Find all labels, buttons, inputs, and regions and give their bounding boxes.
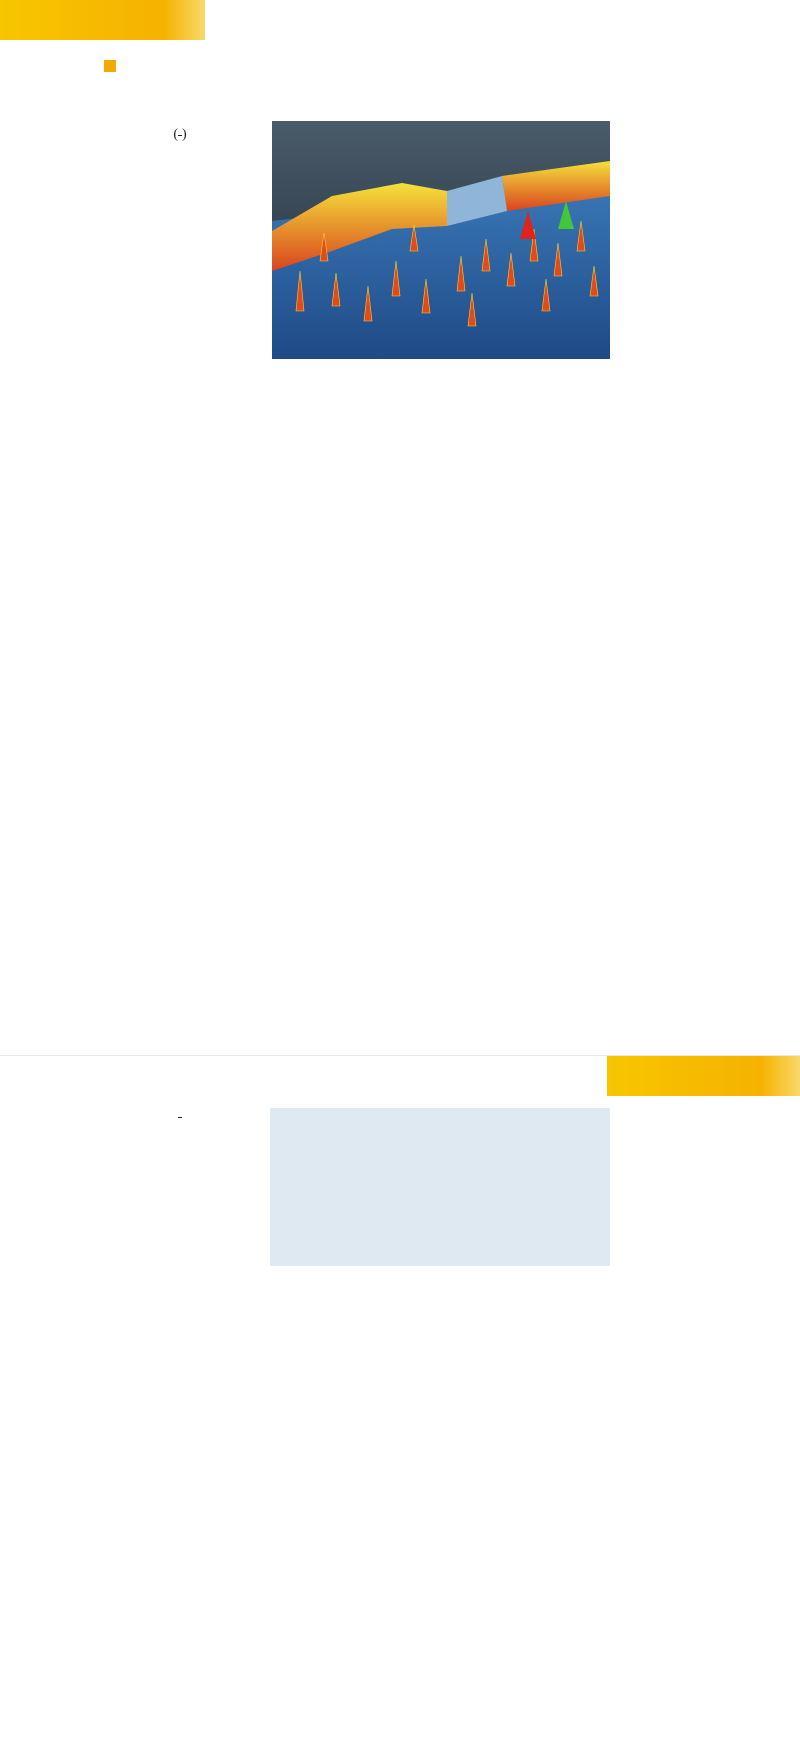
figure-2-caption (272, 1268, 437, 1280)
formula-fraction (178, 1117, 182, 1118)
page-footer (104, 1020, 128, 1034)
figure-2-background (270, 1108, 610, 1266)
formula-lifetime: ( ) (173, 127, 187, 142)
section-tab (0, 0, 205, 40)
formula-numerator (178, 1117, 182, 1118)
stm-image-graphic (272, 121, 610, 359)
section-tab (607, 1056, 800, 1096)
headline-marker (104, 60, 116, 72)
figure-1-caption (272, 363, 437, 375)
formula-rkky (104, 1110, 256, 1124)
figure-2-charts (270, 1108, 610, 1266)
stm-image (272, 121, 610, 359)
page-17 (0, 1055, 800, 1756)
article-column-1 (104, 1104, 256, 1130)
article-column-1 (104, 122, 256, 148)
